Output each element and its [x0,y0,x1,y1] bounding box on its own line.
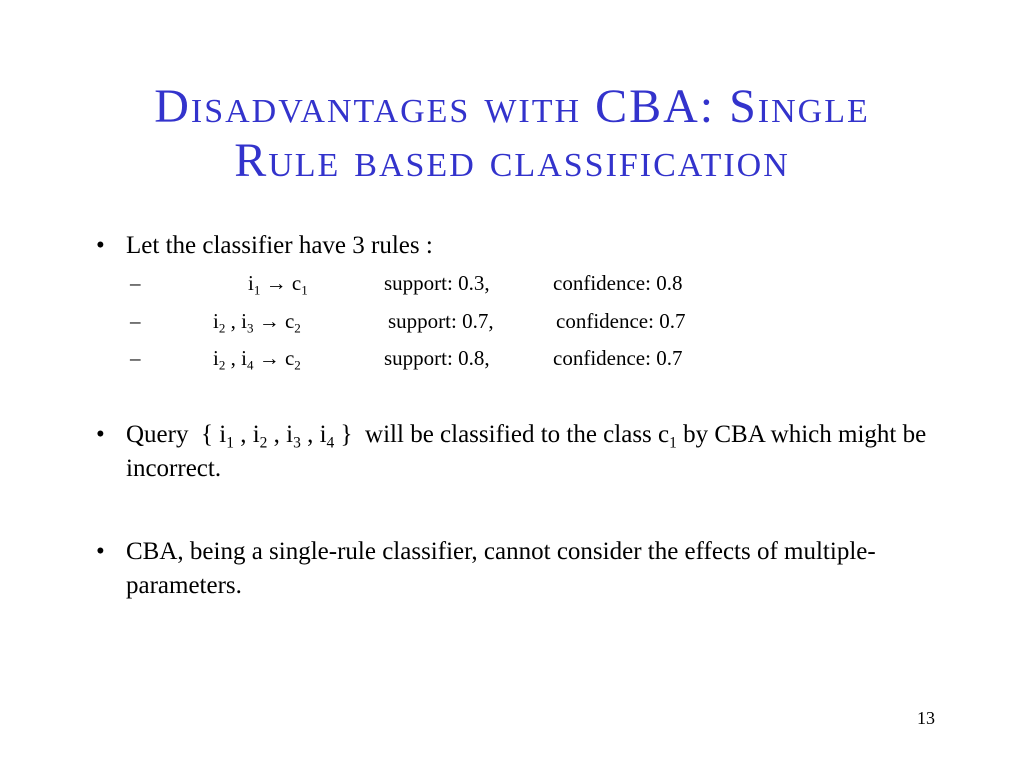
query-item: i [219,421,227,448]
item: i [213,346,219,370]
item: i [241,346,247,370]
rule-confidence: confidence: 0.7 [553,346,683,370]
rule-dash: – [130,346,141,370]
bullet-text: Let the classifier have 3 rules : [126,232,433,259]
bullet-marker: • [96,232,105,259]
bullet-text: CBA, being a single-rule classifier, cannot consider the effects of multiple-parameters. [126,538,876,599]
class-subscript: 1 [301,282,308,298]
item: i [241,309,247,333]
slide-title [0,80,1024,188]
rule-antecedent: $i_2$ , $i_3 \to c_2$ [213,309,301,336]
class-label: c [291,271,302,295]
bullet-marker: • [96,421,105,448]
bullet-marker: • [96,538,105,565]
class-subscript: 2 [294,320,301,336]
rule-dash: – [130,271,141,295]
query-item: i [252,421,260,448]
class-subscript: 2 [294,357,301,373]
query-result-end: by CBA which might be incorrect. [126,421,927,482]
arrow: → [258,346,280,370]
query-item-subscript: 4 [326,434,335,452]
query-result-text: will be classified to the class c [365,421,670,448]
slide-title-line-2: Rule based classification [234,134,790,187]
query-item-subscript: 3 [293,434,301,452]
query-item-subscript: 1 [226,434,234,452]
query-item: i [319,421,327,448]
arrow: → [265,271,287,295]
rule-support: support: 0.3, [384,271,490,295]
rule-antecedent [248,268,308,298]
query-item: i [286,421,294,448]
class-label: c [284,309,295,333]
item-subscript: 3 [246,320,254,336]
query-item-subscript: 2 [259,434,268,452]
item-subscript: 2 [218,357,226,373]
query-class-subscript: 1 [669,434,677,452]
rule-confidence: confidence: 0.8 [553,271,683,295]
item-subscript: 4 [246,357,254,373]
rule-antecedent: $i_2$ , $i_4 \to c_2$ [213,346,301,373]
rule-confidence: confidence: 0.7 [556,309,686,333]
bullet-text: Query { $i_1$ , $i_2$ , $i_3$ , $i_4$ } will be classified to the class $c_1$ by CBA which might be incorrect. [126,421,927,482]
item: i [213,309,219,333]
arrow: → [258,309,280,333]
slide-title-line-1: Disadvantages with CBA: Single [154,80,870,133]
rule-support: support: 0.7, [388,309,494,333]
query-label: Query [126,421,189,448]
page-number: 13 [917,708,935,728]
rule-support: support: 0.8, [384,346,490,370]
item-subscript: 2 [218,320,226,336]
item-subscript: 1 [253,282,261,298]
class-label: c [284,346,295,370]
rule-dash: – [130,309,141,333]
item: i [248,271,254,295]
